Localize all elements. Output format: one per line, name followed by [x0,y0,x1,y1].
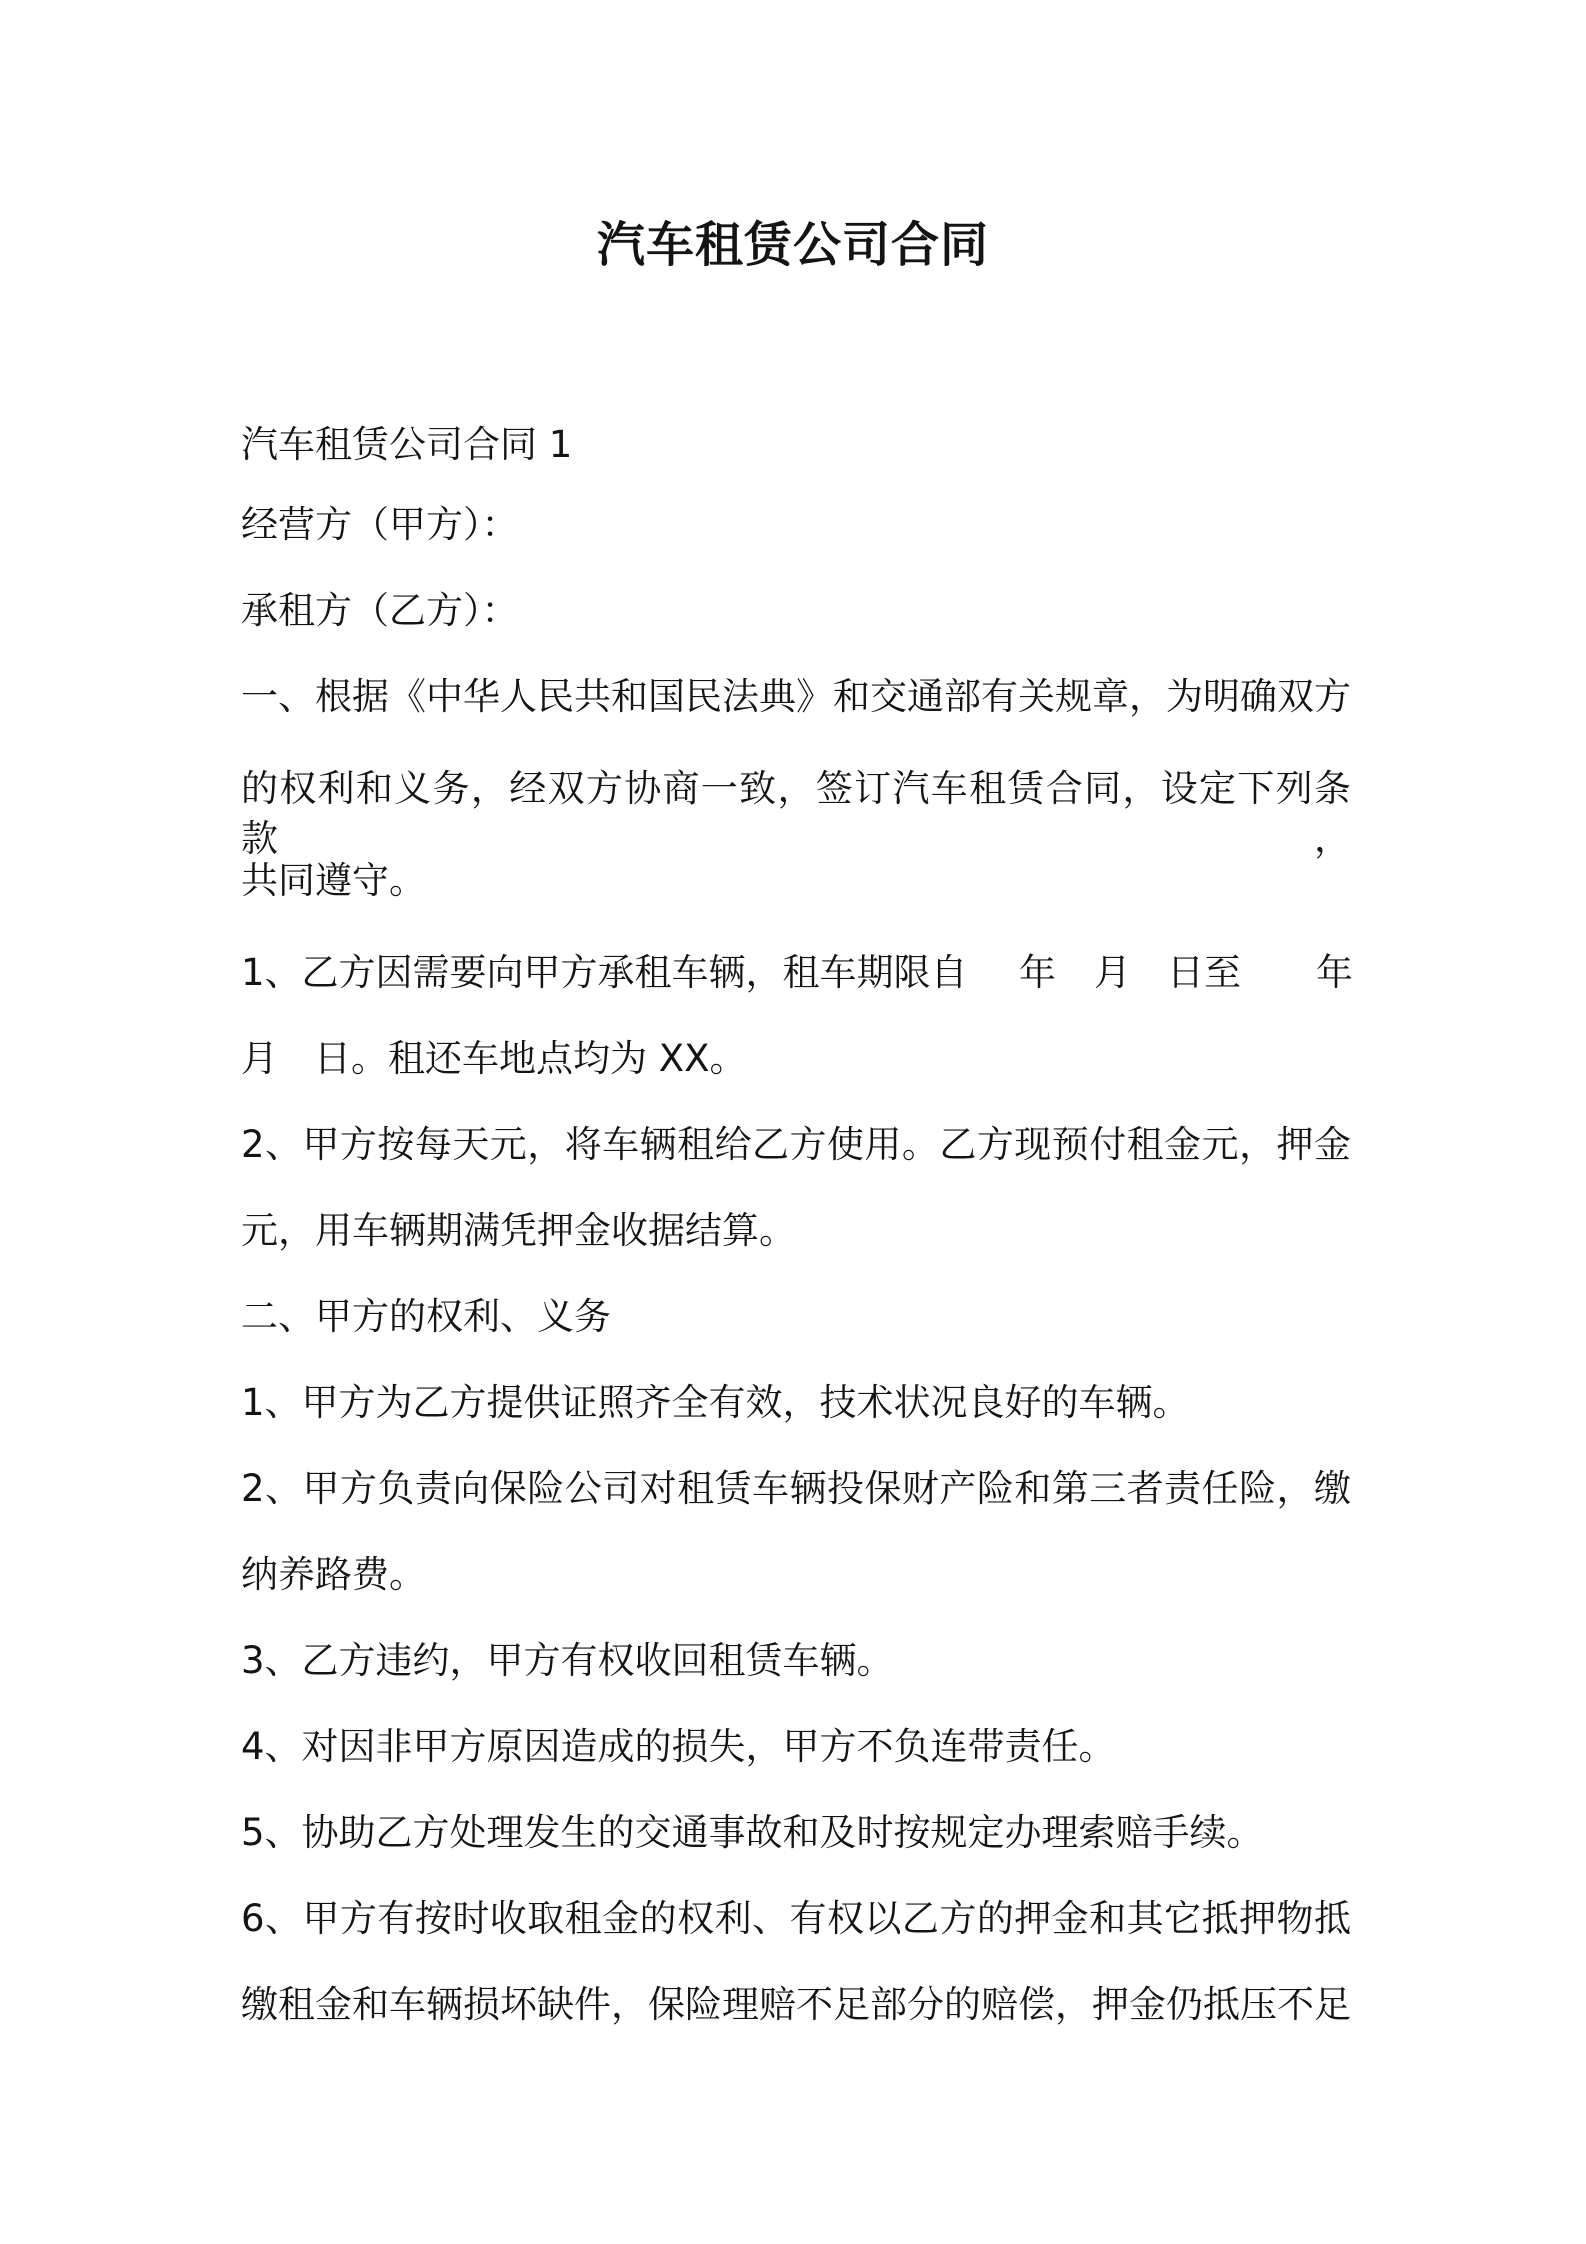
section2-item4-line-1: 4、对因非甲方原因造成的损失，甲方不负连带责任。 [241,1725,1116,1768]
party-b-label: 承租方（乙方）： [241,589,519,632]
contract-heading: 汽车租赁公司合同 1 [241,423,573,466]
section1-line-3: 共同遵守。 [241,859,426,902]
document-body [241,410,1351,2030]
section2-item6-line-2: 缴租金和车辆损坏缺件，保险理赔不足部分的赔偿，押金仍抵压不足 [241,1983,1351,2026]
item1-year-2: 年 [1316,951,1353,994]
item2-line-1: 2、甲方按每天元，将车辆租给乙方使用。乙方现预付租金元，押金 [241,1123,1351,1166]
section2-item3-line-1: 3、乙方违约，甲方有权收回租赁车辆。 [241,1639,894,1682]
section2-item6-line-1: 6、甲方有按时收取租金的权利、有权以乙方的押金和其它抵押物抵 [241,1897,1351,1940]
item1-month-2: 月 [241,1037,278,1080]
section2-item1-line-1: 1、甲方为乙方提供证照齐全有效，技术状况良好的车辆。 [241,1381,1190,1424]
section2-item5-line-1: 5、协助乙方处理发生的交通事故和及时按规定办理索赔手续。 [241,1811,1264,1854]
item1-rest: 日。租还车地点均为 XX。 [314,1037,747,1080]
section1-line-2: 的权利和义务，经双方协商一致，签订汽车租赁合同，设定下列条款， [241,767,1351,860]
section2-item2-line-2: 纳养路费。 [241,1553,426,1596]
item1-location-line [241,1034,1351,1084]
item1-prefix: 1、乙方因需要向甲方承租车辆，租车期限自 [241,951,968,994]
section2-item2-line-1: 2、甲方负责向保险公司对租赁车辆投保财产险和第三者责任险，缴 [241,1467,1351,1510]
section2-heading: 二、甲方的权利、义务 [241,1295,611,1338]
item1-year-1: 年 [1019,951,1056,994]
item1-date-line [241,948,1351,998]
item1-month-1: 月 [1094,951,1131,994]
document-title: 汽车租赁公司合同 [596,217,989,273]
section1-line-1: 一、根据《中华人民共和国民法典》和交通部有关规章，为明确双方 [241,675,1351,718]
item1-day-to: 日至 [1167,951,1241,994]
party-a-label: 经营方（甲方）： [241,503,519,546]
item2-line-2: 元，用车辆期满凭押金收据结算。 [241,1209,796,1252]
